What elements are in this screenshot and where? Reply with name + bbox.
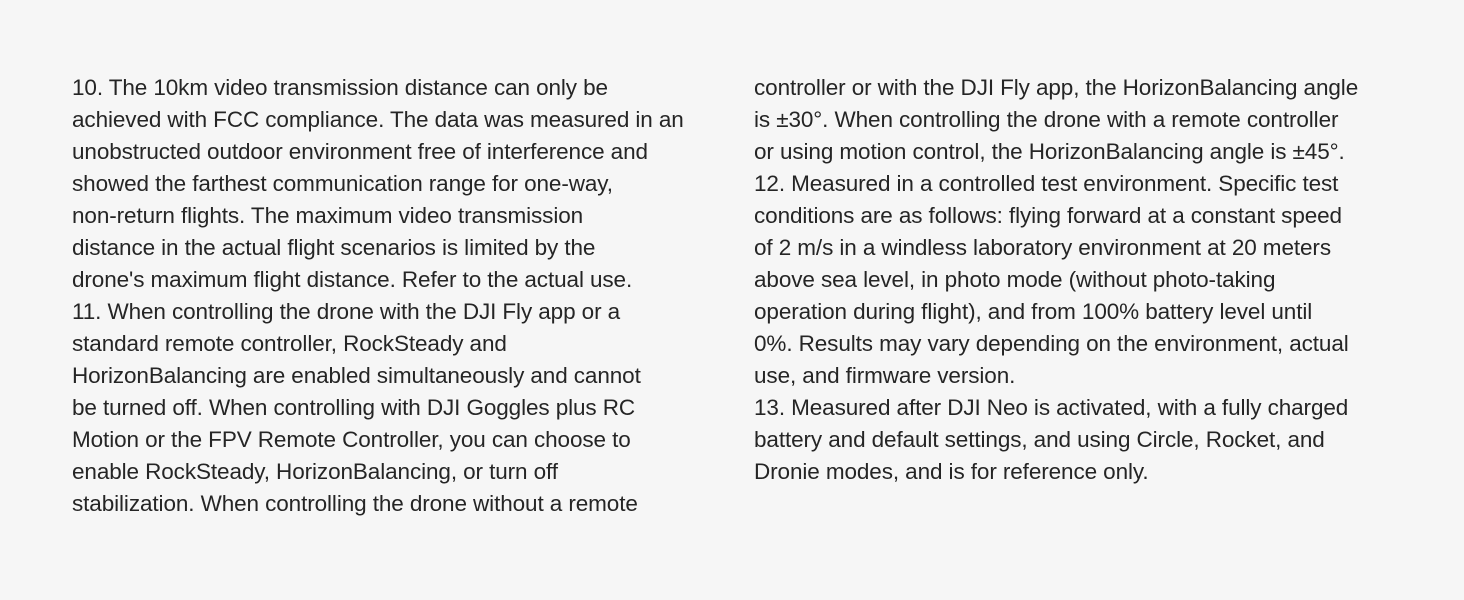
footnote-line: conditions are as follows: flying forward at a constant speed: [754, 203, 1342, 228]
footnote-line: 12. Measured in a controlled test environment. Specific test: [754, 171, 1339, 196]
footnotes-left-column: [72, 72, 722, 520]
footnote-line: Motion or the FPV Remote Controller, you can choose to: [72, 427, 631, 452]
footnote-line: or using motion control, the HorizonBalancing angle is ±45°.: [754, 139, 1345, 164]
footnote-line: 13. Measured after DJI Neo is activated, with a fully charged: [754, 395, 1349, 420]
footnote-line: showed the farthest communication range for one-way,: [72, 171, 613, 196]
footnote-line: 0%. Results may vary depending on the environment, actual: [754, 331, 1349, 356]
footnote-line: non-return flights. The maximum video transmission: [72, 203, 584, 228]
footnote-line: of 2 m/s in a windless laboratory environment at 20 meters: [754, 235, 1331, 260]
footnote-line: HorizonBalancing are enabled simultaneously and cannot: [72, 363, 641, 388]
footnote-line: 11. When controlling the drone with the DJI Fly app or a: [72, 299, 621, 324]
footnote-line: operation during flight), and from 100% battery level until: [754, 299, 1313, 324]
footnote-line: stabilization. When controlling the drone without a remote: [72, 491, 638, 516]
footnote-line: 10. The 10km video transmission distance can only be: [72, 75, 608, 100]
footnote-line: unobstructed outdoor environment free of interference and: [72, 139, 648, 164]
footnote-line: battery and default settings, and using Circle, Rocket, and: [754, 427, 1325, 452]
footnotes-right-column: [754, 72, 1404, 488]
footnote-line: drone's maximum flight distance. Refer to the actual use.: [72, 267, 633, 292]
footnote-line: be turned off. When controlling with DJI Goggles plus RC: [72, 395, 636, 420]
footnote-line: above sea level, in photo mode (without photo-taking: [754, 267, 1276, 292]
footnote-line: achieved with FCC compliance. The data was measured in an: [72, 107, 684, 132]
footnote-line: enable RockSteady, HorizonBalancing, or turn off: [72, 459, 558, 484]
footnote-line: standard remote controller, RockSteady and: [72, 331, 507, 356]
footnote-line: Dronie modes, and is for reference only.: [754, 459, 1149, 484]
footnote-line: use, and firmware version.: [754, 363, 1016, 388]
footnote-line: distance in the actual flight scenarios is limited by the: [72, 235, 596, 260]
footnote-line: is ±30°. When controlling the drone with a remote controller: [754, 107, 1339, 132]
footnote-line: controller or with the DJI Fly app, the HorizonBalancing angle: [754, 75, 1359, 100]
